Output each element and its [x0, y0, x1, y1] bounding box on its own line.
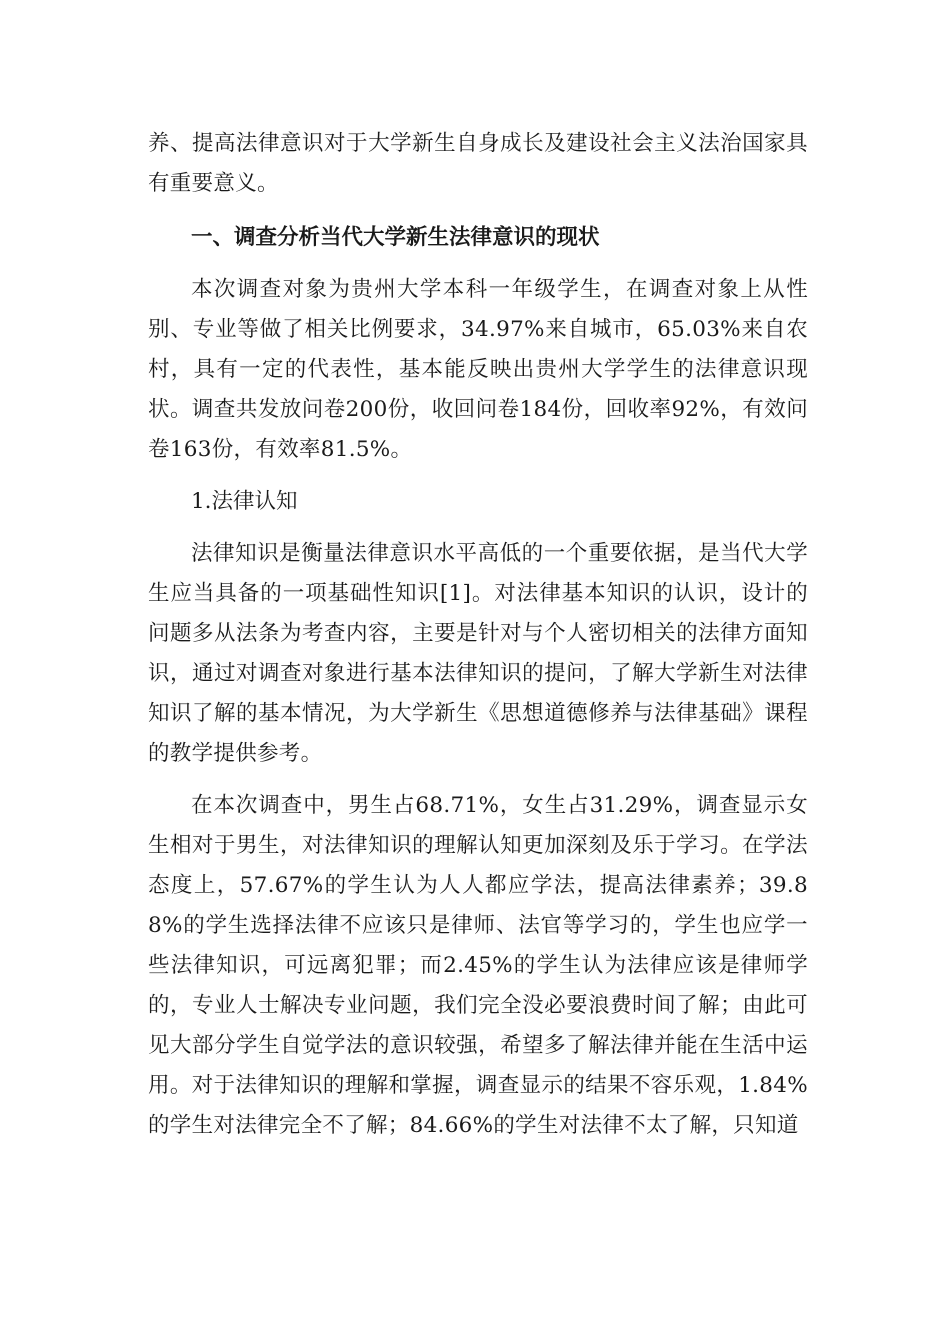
document-page [148, 124, 808, 1146]
results-paragraph: 在本次调查中，男生占68.71%，女生占31.29%，调查显示女生相对于男生，对法律知识的理解认知更加深刻及乐于学习。在学法态度上，57.67%的学生认为人人都应学法，提高法律素养；39.88%的学生选择法律不应该只是律师、法官等学习的，学生也应学一些法律知识，可远离犯罪；而2.45%的学生认为法律应该是律师学的，专业人士解决专业问题，我们完全没必要浪费时间了解；由此可见大部分学生自觉学法的意识较强，希望多了解法律并能在生活中运用。对于法律知识的理解和掌握，调查显示的结果不容乐观，1.84%的学生对法律完全不了解；84.66%的学生对法律不太了解，只知道 [148, 793, 808, 1138]
knowledge-paragraph: 法律知识是衡量法律意识水平高低的一个重要依据，是当代大学生应当具备的一项基础性知识[1]。对法律基本知识的认识，设计的问题多从法条为考查内容，主要是针对与个人密切相关的法律方面知识，通过对调查对象进行基本法律知识的提问，了解大学新生对法律知识了解的基本情况，为大学新生《思想道德修养与法律基础》课程的教学提供参考。 [148, 541, 808, 766]
section-heading: 一、调查分析当代大学新生法律意识的现状 [191, 225, 600, 250]
subsection-heading: 1.法律认知 [191, 489, 298, 514]
survey-paragraph: 本次调查对象为贵州大学本科一年级学生，在调查对象上从性别、专业等做了相关比例要求，34.97%来自城市，65.03%来自农村，具有一定的代表性，基本能反映出贵州大学学生的法律意识现状。调查共发放问卷200份，收回问卷184份，回收率92%，有效问卷163份，有效率81.5%。 [148, 277, 808, 462]
intro-paragraph: 养、提高法律意识对于大学新生自身成长及建设社会主义法治国家具有重要意义。 [148, 131, 808, 196]
